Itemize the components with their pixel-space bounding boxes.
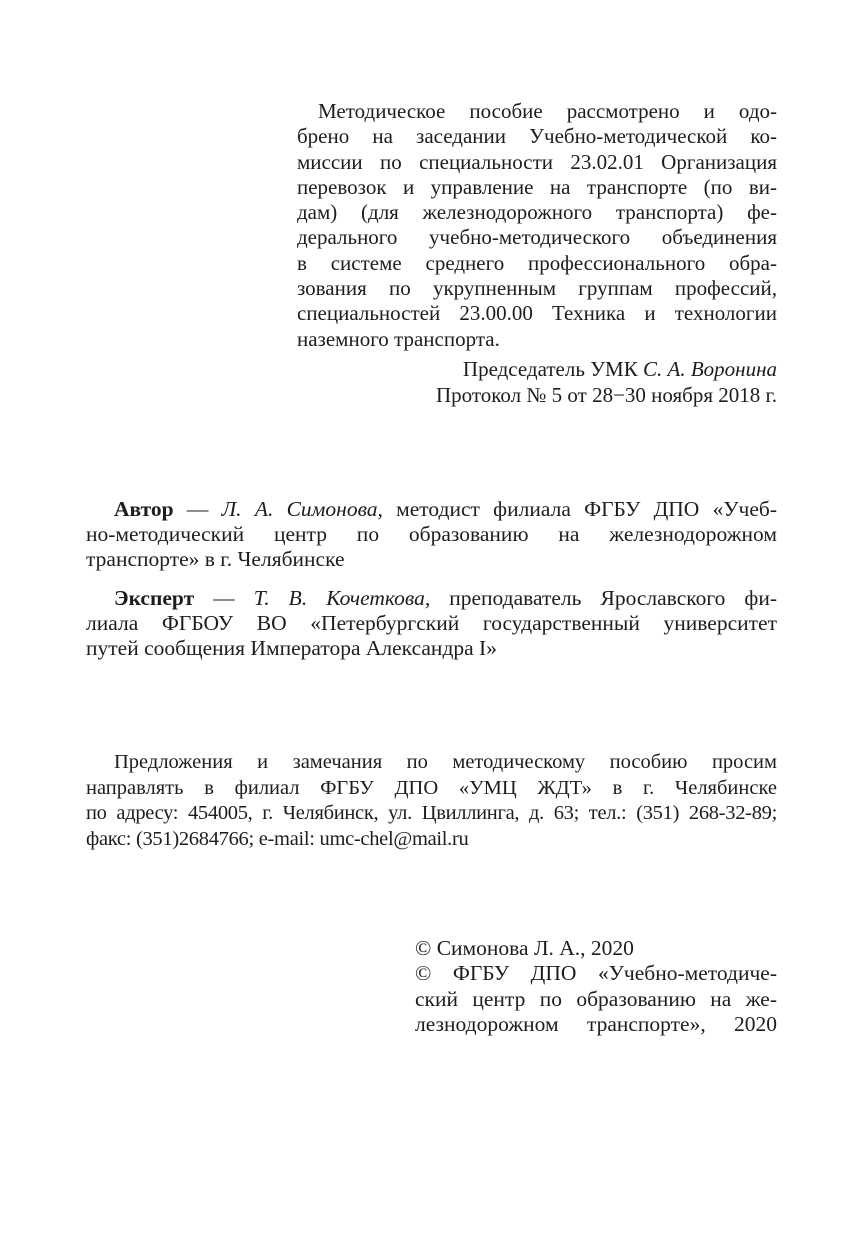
text-line: Методическое пособие рассмотрено и одо- <box>318 99 777 123</box>
text-line: дам) (для железнодорожного транспорта) фе- <box>297 200 777 225</box>
text-line <box>86 586 777 611</box>
copyright-line: ский центр по образованию на же- <box>415 986 777 1011</box>
text-line: путей сообщения Императора Александра I» <box>86 635 497 660</box>
expert-dash: — <box>194 586 254 610</box>
expert-paragraph <box>86 586 777 660</box>
contact-paragraph <box>86 750 777 852</box>
text-line <box>86 497 777 522</box>
address-line: по адресу: 454005, г. Челябинск, ул. Цвиллинга, д. 63; тел.: (351) 268-32-89; <box>86 802 777 824</box>
author-description: методист филиала ФГБУ ДПО «Учеб- <box>382 497 778 521</box>
expert-label: Эксперт <box>114 586 195 610</box>
approval-signature <box>297 357 777 409</box>
author-label: Автор <box>114 497 174 521</box>
text-line: лиала ФГБОУ ВО «Петербургский государственный университет <box>86 610 777 635</box>
expert-description: преподаватель Ярославского фи- <box>430 586 777 610</box>
author-name: Л. А. Симонова, <box>221 497 383 521</box>
text-line: брено на заседании Учебно-методической ко- <box>297 124 777 149</box>
text-line: но-методический центр по образованию на железнодорожном <box>86 521 777 546</box>
text-line: миссии по специальности 23.02.01 Организация <box>297 149 777 174</box>
text-line: специальностей 23.00.00 Техника и технологии <box>297 301 777 326</box>
text-line: направлять в филиал ФГБУ ДПО «УМЦ ЖДТ» в г. Челябинске <box>86 776 777 799</box>
copyright-line: лезнодорожном транспорте», 2020 <box>415 1011 777 1036</box>
text-line: транспорте» в г. Челябинске <box>86 546 345 571</box>
author-paragraph <box>86 497 777 571</box>
text-line: в системе среднего профессионального обра- <box>297 250 777 275</box>
text-line: наземного транспорта. <box>297 326 500 351</box>
chairman-name: С. А. Воронина <box>643 357 777 381</box>
chairman-title: Председатель УМК <box>462 357 643 381</box>
text-line: дерального учебно-методического объединения <box>297 225 777 250</box>
expert-name: Т. В. Кочеткова, <box>253 586 431 610</box>
approval-notice-paragraph <box>297 99 777 352</box>
copyright-block <box>415 936 777 1037</box>
copyright-line: © Симонова Л. А., 2020 <box>415 936 634 960</box>
text-line: перевозок и управление на транспорте (по ви- <box>297 174 777 199</box>
fax-email-line: факс: (351)2684766; e-mail: umc-chel@mail.ru <box>86 827 469 850</box>
copyright-line: © ФГБУ ДПО «Учебно-методиче- <box>415 961 777 986</box>
author-dash: — <box>173 497 222 521</box>
text-line: Предложения и замечания по методическому пособию просим <box>114 751 777 773</box>
protocol-line: Протокол № 5 от 28−30 ноября 2018 г. <box>436 382 777 407</box>
text-line: зования по укрупненным группам профессий, <box>297 276 777 301</box>
chairman-line <box>297 357 777 383</box>
